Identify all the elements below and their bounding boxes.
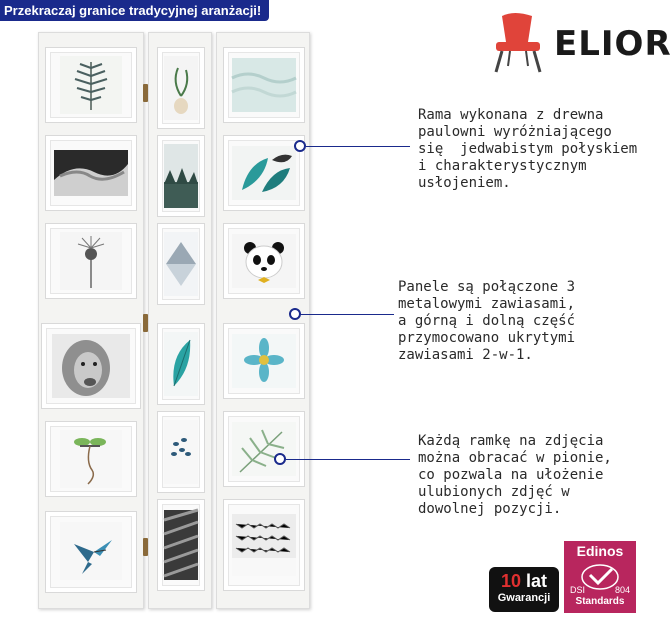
blue-flower-photo — [232, 334, 296, 388]
description-line: można obracać w pionie, — [418, 450, 612, 466]
promo-banner — [0, 0, 269, 21]
description-line: Każdą ramkę na zdjęcia — [418, 433, 604, 449]
certificate-code-left: DSI — [570, 585, 586, 595]
warranty-label: Gwarancji — [497, 592, 551, 604]
hummingbird-photo — [60, 522, 122, 580]
panda-photo — [232, 234, 296, 288]
description-line: usłojeniem. — [418, 175, 511, 191]
leader-line — [286, 459, 410, 460]
warranty-number: 10 — [500, 571, 521, 591]
warranty-unit: lat — [526, 571, 548, 591]
palm-leaf-photo — [232, 422, 296, 476]
mountain-photo — [164, 232, 198, 296]
description-line: paulowni wyróżniającego — [418, 124, 612, 140]
certificate-badge — [564, 541, 636, 613]
pattern-photo — [232, 514, 296, 576]
description-rotating-frames — [418, 433, 612, 518]
brand-name: ELIOR — [554, 24, 672, 64]
description-line: przymocowano ukrytymi — [398, 330, 576, 346]
hinge-top-left — [143, 84, 148, 102]
photo-frame — [223, 223, 305, 299]
photo-frame — [157, 411, 205, 493]
screen-panel-left — [38, 32, 144, 609]
fern-photo — [60, 56, 122, 114]
leader-line — [300, 314, 394, 315]
screen-panel-middle — [148, 32, 212, 609]
plant-vase-photo — [164, 56, 198, 120]
photo-frame — [157, 323, 205, 405]
lion-photo — [52, 334, 130, 398]
description-line: co pozwala na ułożenie — [418, 467, 604, 483]
description-line: zawiasami 2-w-1. — [398, 347, 533, 363]
description-line: a górną i dolną część — [398, 313, 576, 329]
teal-leaves-photo — [232, 146, 296, 200]
thistle-photo — [60, 232, 122, 290]
description-line: ulubionych zdjęć w — [418, 484, 570, 500]
photo-frame — [223, 323, 305, 399]
hinge-bottom-left — [143, 538, 148, 556]
screen-panel-right — [216, 32, 310, 609]
horses-photo — [54, 150, 128, 196]
promo-banner-text: Przekraczaj granice tradycyjnej aranżacji! — [4, 3, 262, 18]
photo-frame — [45, 135, 137, 211]
description-line: Rama wykonana z drewna — [418, 107, 604, 123]
photo-frame — [45, 47, 137, 123]
water-photo — [232, 58, 296, 112]
sprout-photo — [60, 430, 122, 488]
photo-frame — [223, 499, 305, 591]
photo-frame — [45, 223, 137, 299]
callout-dot — [294, 140, 306, 152]
certificate-label: Standards — [575, 596, 625, 607]
photo-frame — [41, 323, 141, 409]
certificate-code-right: 804 — [614, 585, 630, 595]
sprig-photo — [164, 420, 198, 484]
description-line: się jedwabistym połyskiem — [418, 141, 638, 157]
callout-dot — [274, 453, 286, 465]
description-hinges — [398, 279, 575, 364]
description-line: Panele są połączone 3 — [398, 279, 576, 295]
photo-frame — [157, 47, 205, 129]
photo-frame — [45, 511, 137, 593]
description-line: i charakterystycznym — [418, 158, 587, 174]
photo-frame — [223, 135, 305, 211]
folding-screen-image — [38, 32, 308, 607]
callout-dot — [289, 308, 301, 320]
certificate-brand: Edinos — [576, 543, 624, 559]
photo-frame — [223, 411, 305, 487]
photo-frame — [157, 499, 205, 591]
description-line: dowolnej pozycji. — [418, 501, 562, 517]
teal-feather-photo — [164, 332, 198, 396]
photo-frame — [45, 421, 137, 497]
photo-frame — [157, 223, 205, 305]
leader-line — [306, 146, 410, 147]
texture-photo — [164, 510, 198, 580]
hinge-middle-left — [143, 314, 148, 332]
forest-photo — [164, 144, 198, 208]
photo-frame — [223, 47, 305, 123]
description-line: metalowymi zawiasami, — [398, 296, 576, 312]
description-frame-material — [418, 107, 637, 192]
photo-frame — [157, 135, 205, 217]
warranty-badge — [489, 567, 559, 612]
